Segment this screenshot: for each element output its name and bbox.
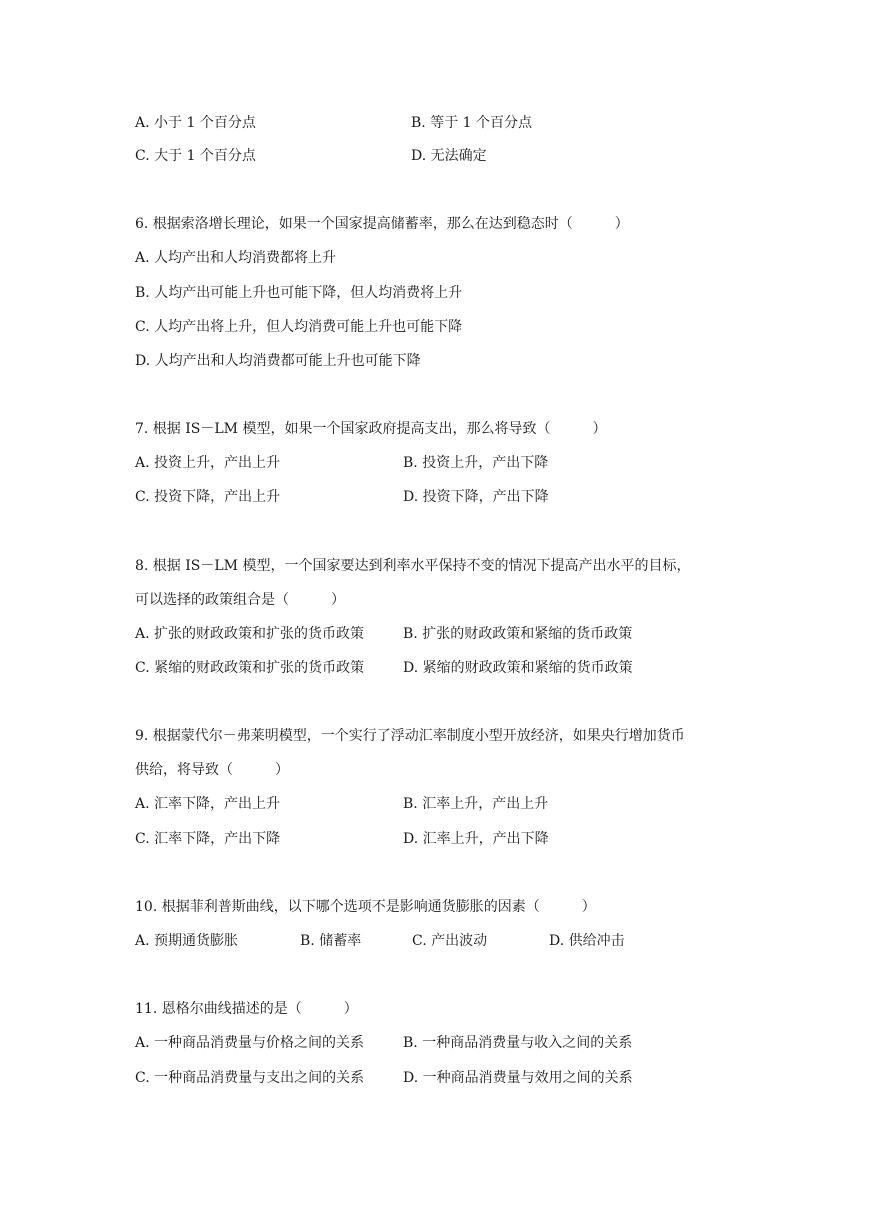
- q11-option-b: B. 一种商品消费量与收入之间的关系: [403, 1035, 633, 1051]
- q11-option-d: D. 一种商品消费量与效用之间的关系: [403, 1070, 633, 1086]
- q10-stem: 10. 根据菲利普斯曲线，以下哪个选项不是影响通货膨胀的因素（ ）: [135, 899, 596, 915]
- q8-option-a: A. 扩张的财政政策和扩张的货币政策: [135, 626, 365, 642]
- q10-option-b: B. 储蓄率: [300, 933, 362, 949]
- q6-option-c: C. 人均产出将上升，但人均消费可能上升也可能下降: [135, 319, 463, 335]
- q8-option-b: B. 扩张的财政政策和紧缩的货币政策: [403, 626, 633, 642]
- q6-option-b: B. 人均产出可能上升也可能下降，但人均消费将上升: [135, 285, 463, 301]
- q7-option-d: D. 投资下降，产出下降: [403, 489, 549, 505]
- prev-option-b: B. 等于 1 个百分点: [411, 115, 532, 131]
- q9-option-d: D. 汇率上升，产出下降: [403, 831, 549, 847]
- q10-option-c: C. 产出波动: [412, 933, 488, 949]
- q11-option-c: C. 一种商品消费量与支出之间的关系: [135, 1070, 365, 1086]
- q6-option-d: D. 人均产出和人均消费都可能上升也可能下降: [135, 353, 421, 369]
- q8-stem-line1: 8. 根据 IS－LM 模型，一个国家要达到利率水平保持不变的情况下提高产出水平的目标，: [135, 558, 691, 574]
- q6-stem: 6. 根据索洛增长理论，如果一个国家提高储蓄率，那么在达到稳态时（ ）: [135, 216, 629, 232]
- prev-option-a: A. 小于 1 个百分点: [135, 115, 256, 131]
- q7-option-b: B. 投资上升，产出下降: [403, 455, 549, 471]
- q7-option-a: A. 投资上升，产出上升: [135, 455, 281, 471]
- q11-stem: 11. 恩格尔曲线描述的是（ ）: [135, 1001, 358, 1017]
- q10-option-a: A. 预期通货膨胀: [135, 933, 239, 949]
- q8-option-d: D. 紧缩的财政政策和紧缩的货币政策: [403, 660, 633, 676]
- q6-option-a: A. 人均产出和人均消费都将上升: [135, 250, 337, 266]
- prev-option-c: C. 大于 1 个百分点: [135, 148, 256, 164]
- q7-stem: 7. 根据 IS－LM 模型，如果一个国家政府提高支出，那么将导致（ ）: [135, 421, 607, 437]
- q9-option-a: A. 汇率下降，产出上升: [135, 796, 281, 812]
- q10-option-d: D. 供给冲击: [549, 933, 625, 949]
- q7-option-c: C. 投资下降，产出上升: [135, 489, 281, 505]
- q9-stem-line1: 9. 根据蒙代尔－弗莱明模型，一个实行了浮动汇率制度小型开放经济，如果央行增加货币: [135, 728, 685, 744]
- q9-stem-line2: 供给，将导致（ ）: [135, 762, 289, 778]
- q8-option-c: C. 紧缩的财政政策和扩张的货币政策: [135, 660, 365, 676]
- prev-option-d: D. 无法确定: [411, 148, 487, 164]
- q9-option-c: C. 汇率下降，产出下降: [135, 831, 281, 847]
- q8-stem-line2: 可以选择的政策组合是（ ）: [135, 592, 345, 608]
- q11-option-a: A. 一种商品消费量与价格之间的关系: [135, 1035, 365, 1051]
- q9-option-b: B. 汇率上升，产出上升: [403, 796, 549, 812]
